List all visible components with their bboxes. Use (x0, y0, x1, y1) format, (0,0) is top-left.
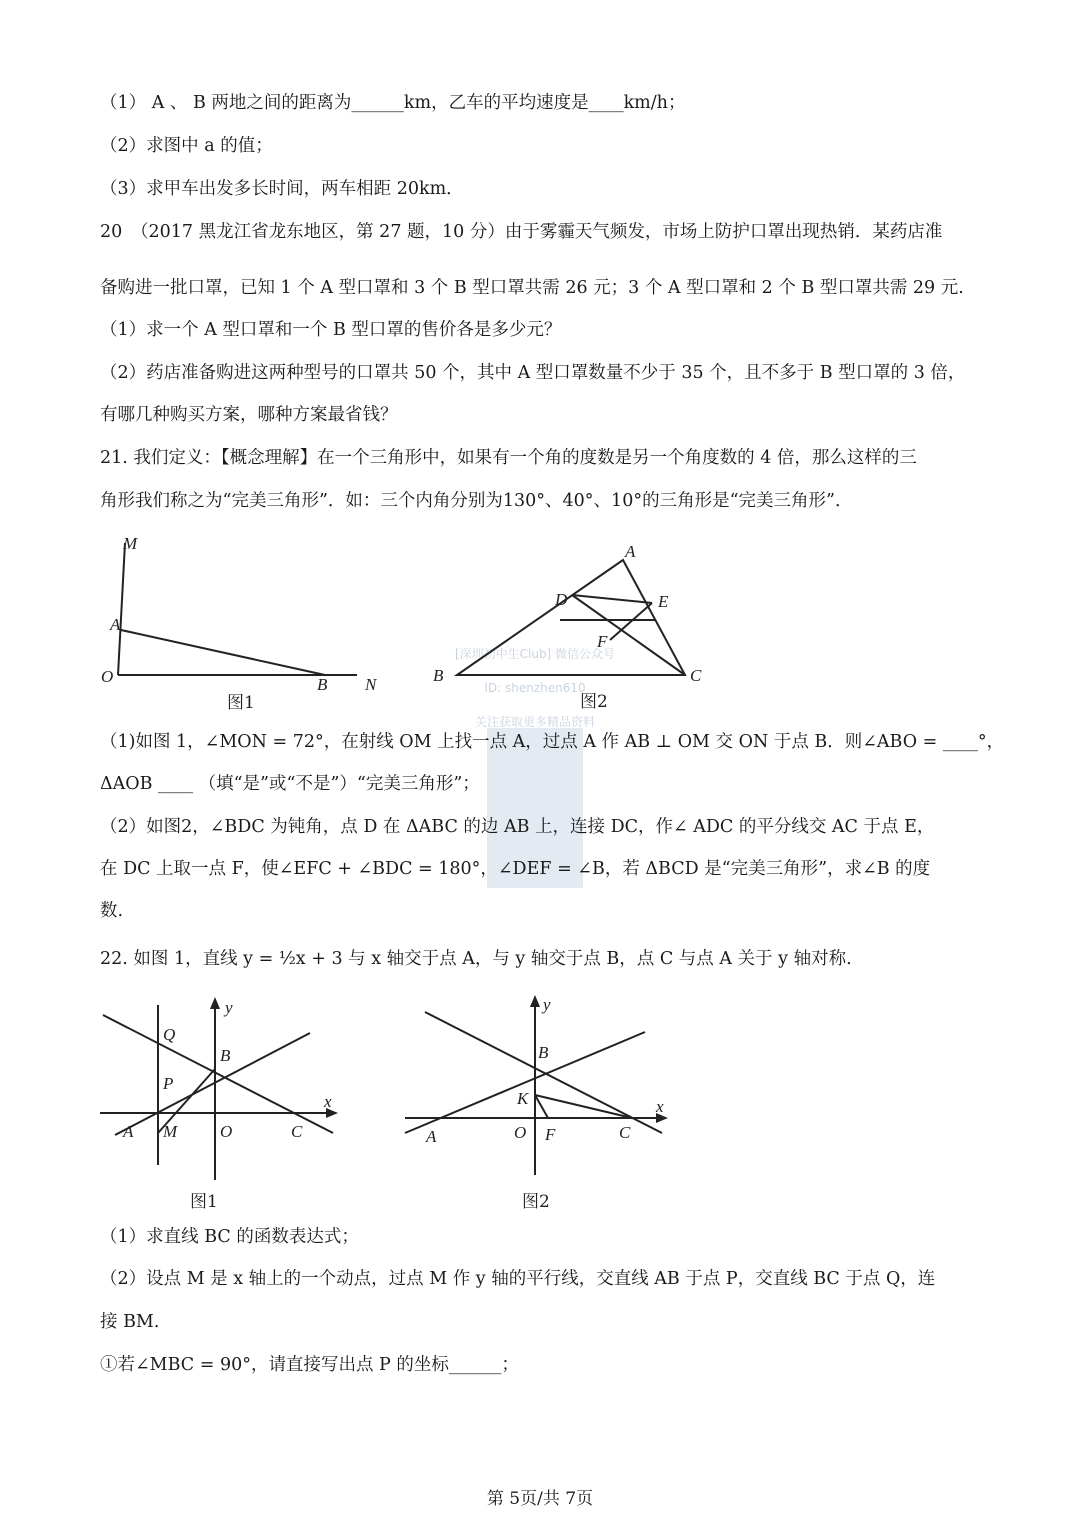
label-O: O (101, 667, 114, 686)
q21-part2-2: 在 DC 上取一点 F，使∠EFC + ∠BDC = 180°，∠DEF = ∠B，若 ΔBCD 是“完美三角形”，求∠B 的度 (100, 859, 931, 879)
q22-part1: （1）求直线 BC 的函数表达式； (100, 1227, 359, 1247)
fig21-2-caption: 图2 (580, 692, 608, 712)
label-F: F (597, 632, 608, 651)
figure-22-2 (400, 990, 680, 1215)
q20-part2-2: 有哪几种购买方案，哪种方案最省钱？ (100, 405, 398, 425)
q21-part1-1: （1)如图 1，∠MON = 72°，在射线 OM 上找一点 A，过点 A 作 AB ⊥ OM 交 ON 于点 B．则∠ABO = ____°， (100, 732, 1005, 752)
label-x: x (656, 1097, 664, 1116)
label-A: A (110, 615, 121, 634)
q22-part2-2: 接 BM. (100, 1312, 160, 1332)
q21-stem-2: 角形我们称之为“完美三角形”．如：三个内角分别为130°、40°、10°的三角形是“完美三角形”． (100, 491, 853, 511)
label-N: N (365, 675, 377, 694)
q21-part2-1: （2）如图2，∠BDC 为钝角，点 D 在 ΔABC 的边 AB 上，连接 DC，作∠ ADC 的平分线交 AC 于点 E， (100, 817, 935, 837)
fig22-1-caption: 图1 (190, 1192, 218, 1212)
label-P: P (163, 1074, 174, 1093)
fig21-1-caption: 图1 (227, 693, 255, 713)
label-M: M (123, 534, 138, 553)
q20-part1: （1）求一个 A 型口罩和一个 B 型口罩的售价各是多少元？ (100, 320, 562, 340)
q20-part2-1: （2）药店准备购进这两种型号的口罩共 50 个，其中 A 型口罩数量不少于 35 个，且不多于 B 型口罩的 3 倍， (100, 363, 966, 383)
label-B: B (220, 1046, 231, 1065)
q20-stem-2: 备购进一批口罩，已知 1 个 A 型口罩和 3 个 B 型口罩共需 26 元；3 个 A 型口罩和 2 个 B 型口罩共需 29 元. (100, 278, 964, 298)
figure-21-1 (95, 530, 405, 720)
label-B: B (317, 675, 328, 694)
label-M: M (163, 1122, 178, 1141)
label-y: y (543, 995, 551, 1014)
q20-stem-1: 20 （2017 黑龙江省龙东地区，第 27 题，10 分）由于雾霾天气频发，市场上防护口罩出现热销．某药店准 (100, 222, 943, 242)
q21-stem-1: 21. 我们定义：【概念理解】在一个三角形中，如果有一个角的度数是另一个角度数的 4 倍，那么这样的三 (100, 448, 917, 468)
page-footer: 第 5页/共 7页 (486, 1489, 594, 1509)
q19-part1: （1） A 、 B 两地之间的距离为______km，乙车的平均速度是____km/h； (100, 93, 686, 113)
label-K: K (517, 1089, 529, 1108)
label-C: C (619, 1123, 631, 1142)
label-x: x (324, 1092, 332, 1111)
label-B: B (538, 1043, 549, 1062)
label-F: F (545, 1125, 556, 1144)
label-E: E (658, 592, 669, 611)
label-B: B (433, 666, 444, 685)
q21-part2-3: 数. (100, 901, 124, 921)
label-Q: Q (163, 1025, 176, 1044)
figure-22-1 (95, 995, 355, 1215)
q21-part1-2: ΔAOB ____ （填“是”或“不是”）“完美三角形”； (100, 774, 480, 794)
label-A: A (426, 1127, 437, 1146)
figure-21-2 (425, 535, 725, 720)
label-C: C (291, 1122, 303, 1141)
q19-part3: （3）求甲车出发多长时间，两车相距 20km． (100, 179, 464, 199)
watermark-text: [深圳初中生Club] 微信公众号 ID: shenzhen610 关注获取更多精品资料 (454, 647, 616, 729)
label-C: C (690, 666, 702, 685)
label-O: O (514, 1123, 527, 1142)
q22-part2-1: （2）设点 M 是 x 轴上的一个动点，过点 M 作 y 轴的平行线，交直线 AB 于点 P，交直线 BC 于点 Q，连 (100, 1269, 936, 1289)
q19-part2: （2）求图中 a 的值； (100, 136, 273, 156)
q22-stem: 22. 如图 1，直线 y = ½x + 3 与 x 轴交于点 A，与 y 轴交于点 B，点 C 与点 A 关于 y 轴对称. (100, 949, 852, 969)
label-y: y (225, 998, 233, 1017)
label-D: D (555, 590, 568, 609)
label-O: O (220, 1122, 233, 1141)
fig22-2-caption: 图2 (522, 1192, 550, 1212)
q22-part2-sub1: ①若∠MBC = 90°，请直接写出点 P 的坐标______； (100, 1355, 519, 1375)
label-A: A (123, 1122, 134, 1141)
label-A: A (625, 542, 636, 561)
